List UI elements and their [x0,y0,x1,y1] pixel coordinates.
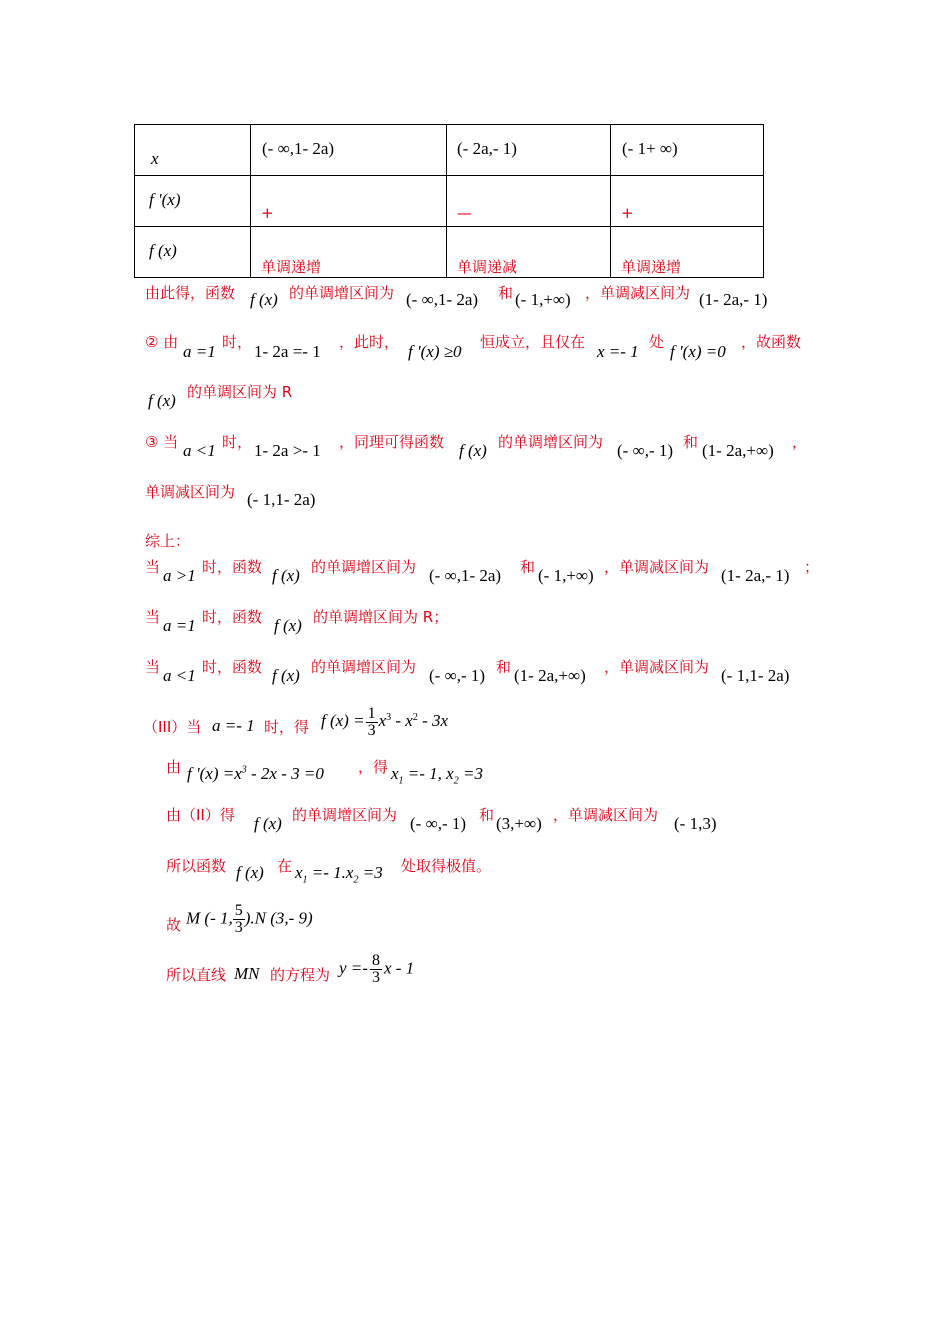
math: (- ∞,- 1) [410,814,467,833]
math: f (x) [148,391,176,410]
math: x =- 1 [597,342,639,361]
text: 时，函数 [202,608,263,626]
math: a >1 [163,566,196,585]
math: a =1 [183,342,216,361]
math: (- ∞,1- 2a) [406,290,479,309]
text: ，此时， [339,333,400,351]
text: 和 [479,806,495,824]
math: MN [234,964,260,983]
text: ，同理可得函数 [339,433,445,451]
table-cell [611,176,764,227]
text: 的单调增区间为 [289,284,395,302]
table-header-interval-1: (- ∞,1- 2a) [262,139,335,158]
text: ， [792,433,808,451]
table-cell [611,125,764,176]
monotonicity-table [134,124,764,278]
text: 由此得，函数 [145,284,236,302]
text: 由 [166,758,182,776]
text: ； [804,558,820,576]
text: 处 [649,333,665,351]
text: 故 [166,916,182,934]
math: (- 1,1- 2a) [247,490,316,509]
text: ，故函数 [741,333,802,351]
math: f (x) [250,290,278,309]
text: 的单调增区间为 [311,658,417,676]
text: 恒成立，且仅在 [480,333,586,351]
row-label-derivative: f '(x) [149,190,181,209]
text: 处取得极值。 [401,857,492,875]
text: 和 [498,284,514,302]
text: ，得 [358,758,389,776]
math: (- 1,3) [674,814,717,833]
math: f (x) [272,566,300,585]
text: 的方程为 [270,966,331,984]
text: 的单调增区间为 [292,806,398,824]
math: f (x) [236,863,264,882]
text: 由（II）得 [166,806,235,824]
table-cell [447,176,611,227]
text: 的单调增区间为 [311,558,417,576]
math: f (x) [254,814,282,833]
text: 时，得 [264,718,310,736]
summary-title: 综上： [145,532,191,550]
math: (- 1,1- 2a) [721,666,790,685]
text: 单调减区间为 [145,483,236,501]
math: f '(x) ≥0 [408,342,462,361]
text: ，单调减区间为 [604,658,710,676]
table-cell [251,176,447,227]
math: (3,+∞) [496,814,542,833]
text: 的单调区间为 R [187,383,293,401]
math: $x_1 =- 1$, $x_2 =3$ [391,764,483,787]
line-equation: y =- $\frac{8}{3}$ x - 1 [339,952,415,986]
text: ③ 当 [145,433,179,451]
math: (- ∞,- 1) [429,666,486,685]
table-cell [135,227,251,278]
math: (1- 2a,- 1) [699,290,768,309]
table-header-interval-2: (- 2a,- 1) [457,139,517,158]
trend-increasing-2: 单调递增 [621,258,682,276]
text: 时， [222,433,253,451]
math: 1- 2a >- 1 [254,441,321,460]
table-header-interval-3: (- 1+ ∞) [622,139,678,158]
sign-minus: — [457,204,472,222]
math: $x_1 =- 1.x_2 =3$ [295,863,383,886]
text: 和 [496,658,512,676]
math: (1- 2a,+∞) [514,666,586,685]
math: f (x) [274,616,302,635]
math: (- ∞,1- 2a) [429,566,502,585]
math: f (x) [459,441,487,460]
math: a <1 [183,441,216,460]
table-header-x: x [151,149,159,168]
math: (- 1,+∞) [515,290,571,309]
text: 的单调增区间为 [498,433,604,451]
math: f (x) [272,666,300,685]
row-label-function: f (x) [149,241,177,260]
table-cell [135,176,251,227]
text: ② 由 [145,333,179,351]
table-cell [447,227,611,278]
math: a <1 [163,666,196,685]
math: (- ∞,- 1) [617,441,674,460]
text: 的单调增区间为 R； [313,608,449,626]
text: 当 [145,608,161,626]
math: f '$(x) =x^3 - 2x - 3 =0$ [187,764,324,783]
table-cell [251,227,447,278]
text: 在 [277,857,293,875]
text: （III）当 [143,718,202,736]
text: 当 [145,558,161,576]
math: f '(x) =0 [670,342,726,361]
text: ，单调减区间为 [553,806,659,824]
math: (- 1,+∞) [538,566,594,585]
text: 所以直线 [166,966,227,984]
math: a =1 [163,616,196,635]
trend-decreasing: 单调递减 [457,258,518,276]
text: 时，函数 [202,658,263,676]
table-cell [251,125,447,176]
math: (1- 2a,- 1) [721,566,790,585]
text: 时，函数 [202,558,263,576]
sign-plus-2: + [621,204,634,222]
math: 1- 2a =- 1 [254,342,321,361]
equation-fx: f (x) = $\frac{1}{3}$ $x^3 - x^2 - 3x$ [321,705,449,739]
point-coordinates: M (- 1, $\frac{5}{3}$ ).N (3,- 9) [186,902,313,936]
math: (1- 2a,+∞) [702,441,774,460]
table-cell [447,125,611,176]
table-cell [135,125,251,176]
sign-plus-1: + [261,204,274,222]
text: ，单调减区间为 [585,284,691,302]
text: 时， [222,333,253,351]
math: a =- 1 [212,716,255,735]
text: 所以函数 [166,857,227,875]
trend-increasing-1: 单调递增 [261,258,322,276]
table-cell [611,227,764,278]
text: ，单调减区间为 [604,558,710,576]
text: 当 [145,658,161,676]
text: 和 [683,433,699,451]
text: 和 [520,558,536,576]
